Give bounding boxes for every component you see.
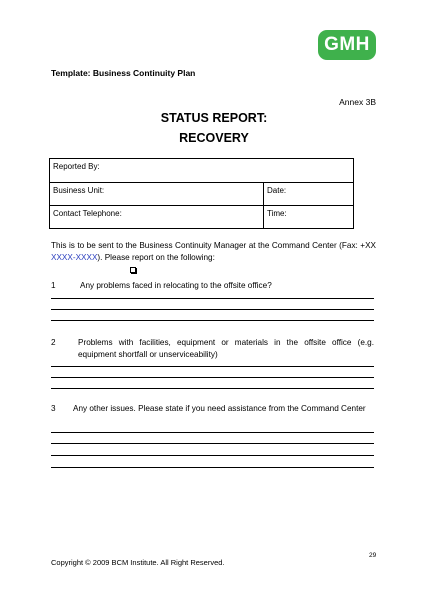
answer-line[interactable]: [51, 320, 374, 321]
question-number: 1: [51, 281, 56, 290]
report-subtitle: RECOVERY: [179, 131, 249, 145]
question-number: 2: [51, 338, 56, 347]
answer-line[interactable]: [51, 377, 374, 378]
question-number: 3: [51, 404, 56, 413]
question-text: Any problems faced in relocating to the offsite office?: [80, 281, 272, 290]
answer-line[interactable]: [51, 388, 374, 389]
template-title: Template: Business Continuity Plan: [51, 68, 196, 78]
date-field[interactable]: Date:: [267, 186, 287, 195]
business-unit-field[interactable]: Business Unit:: [53, 186, 105, 195]
contact-telephone-field[interactable]: Contact Telephone:: [53, 209, 122, 218]
intro-text-end: ). Please report on the following:: [97, 253, 215, 262]
answer-line[interactable]: [51, 366, 374, 367]
report-info-table: [49, 158, 354, 229]
intro-text: This is to be sent to the Business Continuity Manager at the Command Center (Fax: +XX: [51, 241, 376, 250]
answer-line[interactable]: [51, 467, 374, 468]
intro-paragraph: [51, 240, 376, 264]
reported-by-field[interactable]: Reported By:: [53, 162, 100, 171]
question-text: Any other issues. Please state if you need assistance from the Command Center: [73, 404, 366, 413]
question-text: Problems with facilities, equipment or materials in the offsite office (e.g. equipment shortfall or unserviceability): [78, 338, 374, 359]
annex-label: Annex 3B: [339, 97, 376, 107]
copyright-footer: Copyright © 2009 BCM Institute. All Right Reserved.: [51, 558, 225, 567]
answer-line[interactable]: [51, 443, 374, 444]
answer-line[interactable]: [51, 309, 374, 310]
answer-line[interactable]: [51, 298, 374, 299]
answer-line[interactable]: [51, 455, 374, 456]
page-number: 29: [369, 552, 377, 559]
report-title: STATUS REPORT:: [160, 111, 268, 125]
answer-line[interactable]: [51, 432, 374, 433]
gmh-logo: GMH: [318, 30, 376, 60]
fax-number: XXXX-XXXX: [51, 253, 98, 262]
checkbox-bullet-icon: [130, 267, 136, 273]
time-field[interactable]: Time:: [267, 209, 287, 218]
